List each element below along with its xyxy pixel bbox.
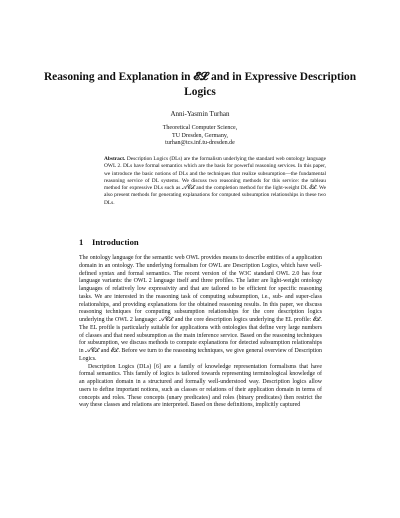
section-title: Introduction [92,237,139,247]
abstract [104,156,326,207]
affiliation-line: TU Dresden, Germany, [172,132,228,139]
body-paragraph: Description Logics (DLs) [6] are a family of knowledge representation formalisms that have formal semantics. This family of logics is tailored towards representing terminological knowledge of an application domain in a structured and formally well-understood way. Description logics allow users to define important notions, such as classes or relations of their application domain in terms of concepts and roles. These concepts (unary predicates) and roles (binary predicates) then restrict the way these classes and relations are interpreted. Based on these definitions, implicitly captured [79,363,322,409]
affiliation-line: Theoretical Computer Science, [162,125,238,131]
author-email: turhan@tcs.inf.tu-dresden.de [165,140,235,147]
body-paragraph: The ontology language for the semantic web OWL provides means to describe entities of a application domain in an ontology. The underlying formalism for OWL are Description Logics, which have well-defined syntax and formal semantics. The recent version of the W3C standard OWL 2.0 has four language variants: the OWL 2 language itself and three profiles. The latter are light-weight ontology languages of relatively low expressivity and that are tailored to be efficient for specific reasoning tasks. We are interested in the reasoning task of computing subsumption, i.e., sub- and super-class relationships, and providing explanations for the obtained reasoning results. In this paper, we discuss reasoning techniques for computing subsumption relationships for the core description logics underlying the OWL 2 language: 𝒜𝒞ℒ and the core description logics underlying the EL profile: ℰℒ. The EL profile is particularly suitable for applications with ontologies that define very large numbers of classes and that need subsumption as the main inference service. Based on the reasoning techniques for subsumption, we discuss methods to compute explanations for detected subsumption relationships in 𝒜𝒞ℒ and ℰℒ. Before we turn to the reasoning techniques, we give general overview of Description Logics. [79,255,322,362]
paper-title: Reasoning and Explanation in 𝓔𝓛 and in Expressive Description Logics [43,71,357,98]
section-body [79,255,322,410]
section-number: 1 [79,237,84,247]
author-name: Anni-Yasmin Turhan [170,110,230,118]
abstract-text: Description Logics (DLs) are the formalism underlying the standard web ontology language OWL 2. DLs have formal semantics which are the basis for powerful reasoning services. In this paper, we introduce the basic notions of DLs and the techniques that realize subsumption—the fundamental reasoning service of DL systems. We discuss two reasoning methods for this service: the tableau method for expressive DLs such as 𝒜𝒞ℒ and the completion method for the light-weight DL ℰℒ. We also present methods for generating explanations for computed subsumption relationships in these two DLs. [104,156,326,206]
author-affiliation [40,125,360,148]
section-heading [79,237,139,247]
abstract-label: Abstract. [104,156,126,162]
